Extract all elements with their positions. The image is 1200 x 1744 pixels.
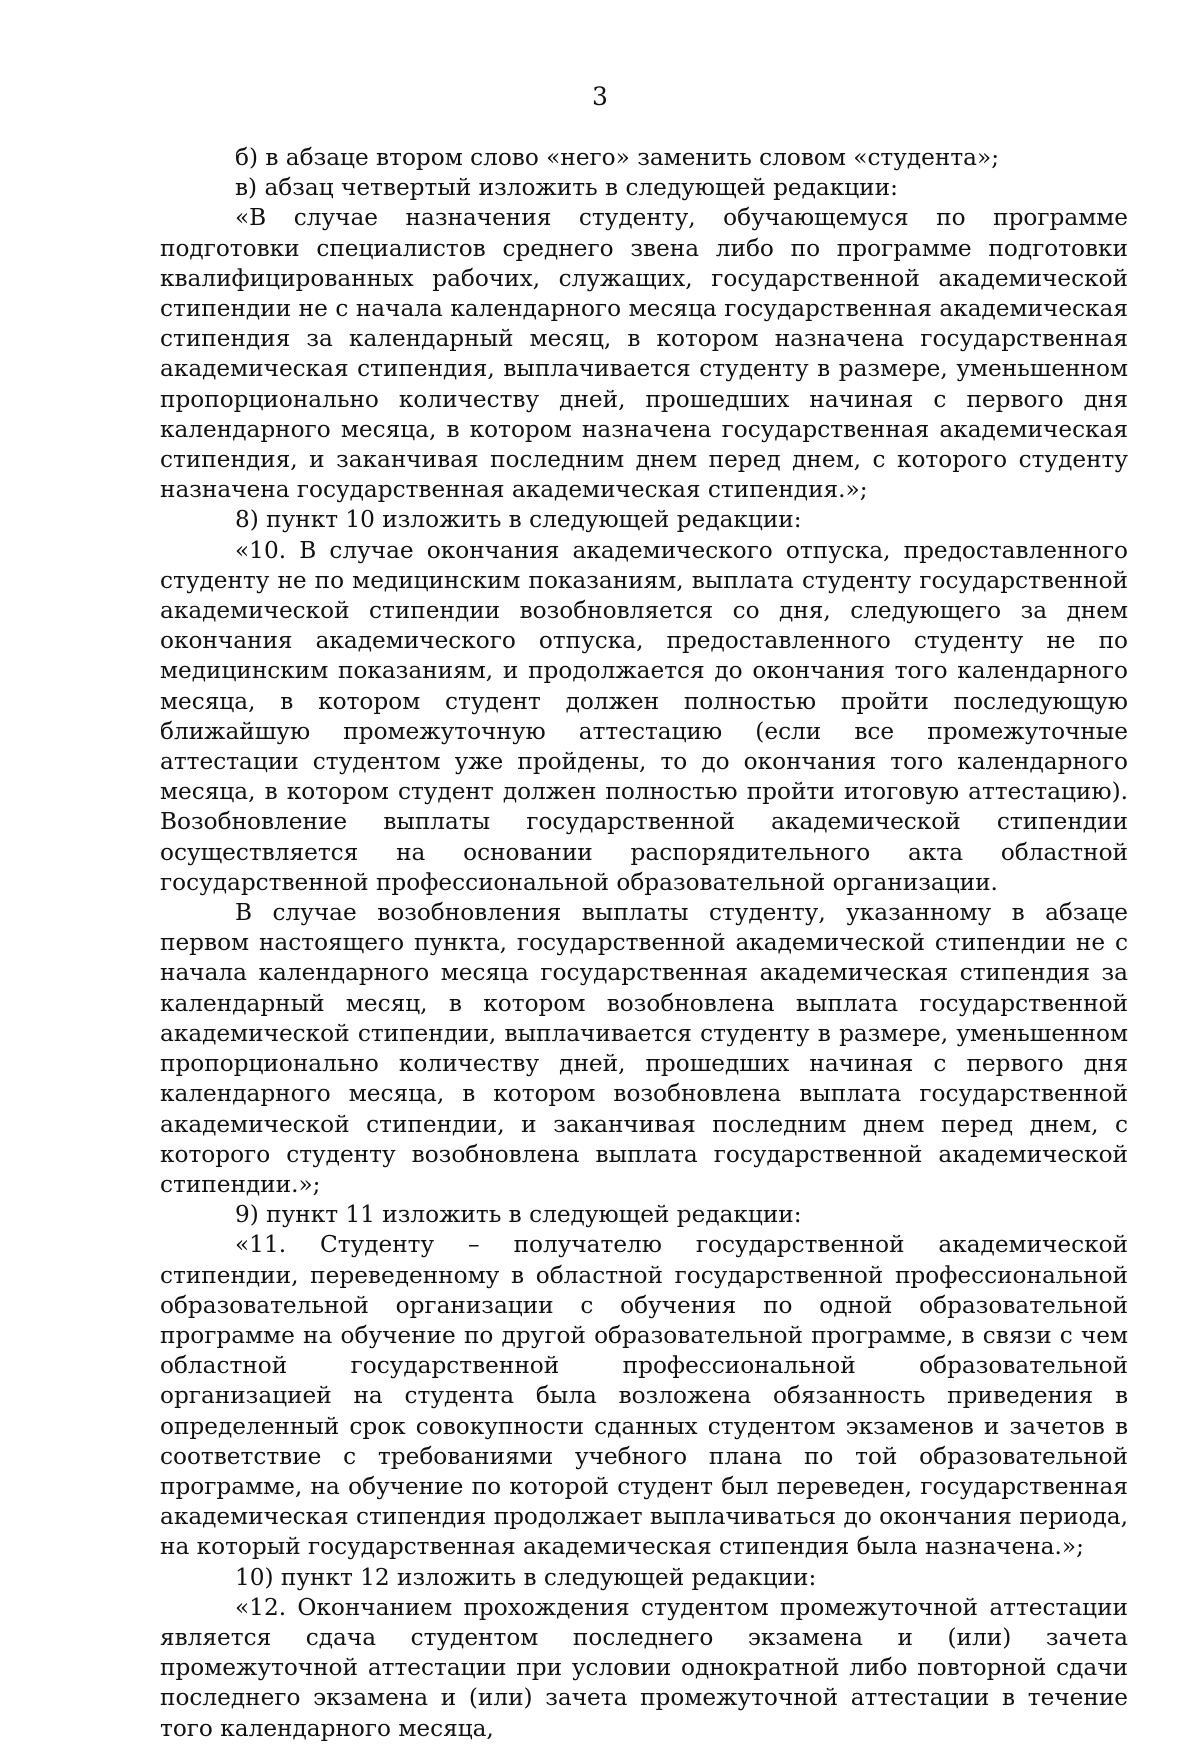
paragraph-item-10: 10) пункт 12 изложить в следующей редакции: <box>235 1563 817 1591</box>
paragraph-v-fourth-abzac: в) абзац четвертый изложить в следующей редакции: <box>235 174 898 202</box>
document-body <box>160 143 1128 1744</box>
page-number: 3 <box>592 82 608 111</box>
paragraph-item-9: 9) пункт 11 изложить в следующей редакции: <box>235 1201 802 1229</box>
paragraph-b-second-abzac: б) в абзаце втором слово «него» заменить словом «студента»; <box>235 144 1000 171</box>
paragraph-item-8: 8) пункт 10 изложить в следующей редакции: <box>235 506 802 534</box>
paragraph-point-11-text: «11. Студенту – получателю государственной академической стипендии, переведенному в областной государственной профессиональной образовательной организации с обучения по одной образовательной программе на обучение по другой образовательной программе, в связи с чем областной государственной профессиональной образовательной организацией на студента была возложена обязанность приведения в определенный срок совокупности сданных студентом экзаменов и зачетов в соответствие с требованиями учебного плана по той образовательной программе, на обучение по которой студент был переведен, государственная академическая стипендия продолжает выплачиваться до окончания периода, на который государственная академическая стипендия была назначена.»; <box>160 1231 1128 1561</box>
paragraph-point-12-text: «12. Окончанием прохождения студентом промежуточной аттестации является сдача студентом последнего экзамена и (или) зачета промежуточной аттестации при условии однократной либо повторной сдачи последнего экзамена и (или) зачета промежуточной аттестации в течение того календарного месяца, <box>160 1593 1128 1742</box>
paragraph-point-10-text: «10. В случае окончания академического отпуска, предоставленного студенту не по медицинским показаниям, выплата студенту государственной академической стипендии возобновляется со дня, следующего за днем окончания академического отпуска, предоставленного студенту не по медицинским показаниям, и продолжается до окончания того календарного месяца, в котором студент должен полностью пройти последующую ближайшую промежуточную аттестацию (если все промежуточные аттестации студентом уже пройдены, то до окончания того календарного месяца, в котором студент должен полностью пройти итоговую аттестацию). Возобновление выплаты государственной академической стипендии осуществляется на основании распорядительного акта областной государственной профессиональной образовательной организации. <box>160 536 1128 896</box>
paragraph-point-10-second: В случае возобновления выплаты студенту, указанному в абзаце первом настоящего пункта, государственной академической стипендии не с начала календарного месяца государственная академическая стипендия за календарный месяц, в котором возобновлена выплата государственной академической стипендии, выплачивается студенту в размере, уменьшенном пропорционально количеству дней, прошедших начиная с первого дня календарного месяца, в котором возобновлена выплата государственной академической стипендии, и заканчивая последним днем перед днем, с которого студенту возобновлена выплата государственной академической стипендии.»; <box>160 899 1128 1198</box>
paragraph-stipend-assignment: «В случае назначения студенту, обучающемуся по программе подготовки специалистов среднего звена либо по программе подготовки квалифицированных рабочих, служащих, государственной академической стипендии не с начала календарного месяца государственная академическая стипендия за календарный месяц, в котором назначена государственная академическая стипендия, выплачивается студенту в размере, уменьшенном пропорционально количеству дней, прошедших начиная с первого дня календарного месяца, в котором назначена государственная академическая стипендия, и заканчивая последним днем перед днем, с которого студенту назначена государственная академическая стипендия.»; <box>160 204 1128 504</box>
